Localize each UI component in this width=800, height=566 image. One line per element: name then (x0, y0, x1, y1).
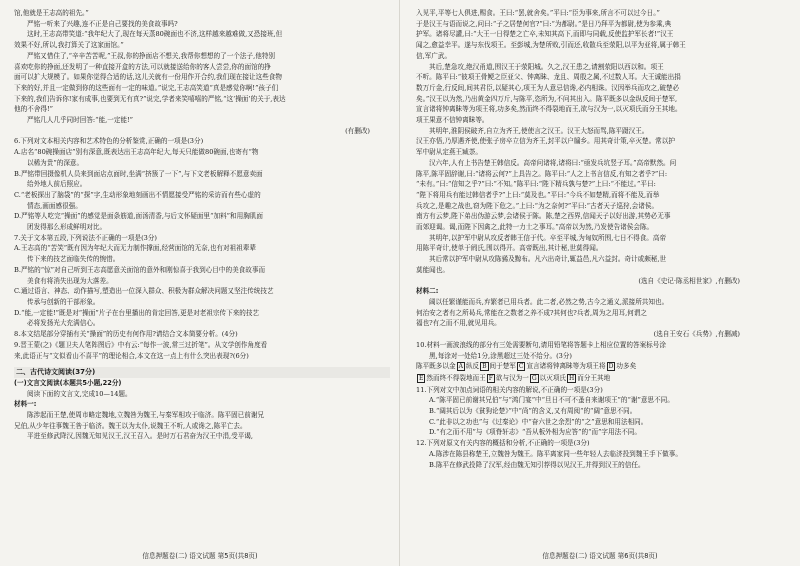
material-line: 于是汉王与语而说之,问曰:“子之居楚何官?”曰:“为都尉。”是日乃拜平为都尉,使为参乘,典 (416, 19, 672, 28)
q6-option: A.店名“80碗操面店”别有深意,既表达出王志高年纪大,每天只能做80碗面,也寄有“物 (14, 148, 259, 157)
material-line: 福也?有之而不用,就见用兵。 (416, 319, 501, 328)
q10-sequence (416, 361, 790, 373)
q7-option: B.严铭的“惊”对自己听到王志高愿意关面馆的意外和刚惊喜于我到心目中的美食故事而 (14, 265, 266, 274)
q10-seq-text: 纵反 (465, 362, 480, 371)
page-footer: 信息押题卷(二) 语文试题 第6页(共8页) (542, 552, 658, 560)
q10-seq-text: 而分王其地 (577, 373, 611, 382)
material-line: 项王果意不信钟离眛等。 (416, 116, 489, 125)
story-line: 严铭又惜住了,“辛辛苦苦呢,”王叔,你的挣面店不想关,我帮你想想的了一个法子,他特别 (27, 51, 276, 60)
material-line: 用陈平奇计,使单于阏氏,围以得开。高帝既出,其计秘,世莫得闻。 (416, 244, 603, 253)
material-line: 而郊迎谒。谒,而陛下因禽之,此特一力士之事耳。”高帝以为然,乃发使告诸侯会陈。 (416, 223, 654, 232)
q6-option: 给外地人前后照应。 (27, 180, 87, 189)
story-line: 面可以扩大规模了。如果你觉得合适的话,这儿关就有一份用作开合约,我们现在接让这些食物 (14, 73, 282, 82)
question-6: 6.下列对文本相关内容和艺术特色的分析鉴赏,正确的一项是(3分) (14, 137, 204, 146)
q6-option: 以稀为贵”的深意。 (27, 158, 84, 167)
q10-seq-label-c[interactable]: C (518, 363, 524, 371)
q11-option: D.“有之而不用”与《项脊轩志》“吾从板外相为应答”的“而”字用法不同。 (429, 428, 641, 437)
material-label: 材料一: (14, 400, 37, 409)
q10-seq-label-d[interactable]: D (608, 363, 614, 371)
question-10-cont: 黑,每涂对一处给1分,涂黑超过三处不给分。(3分) (429, 351, 573, 360)
story-line: 他的不舍得!” (14, 105, 53, 114)
q10-seq-text: 宣言诸将钟离眛等为项王将 (526, 362, 606, 371)
material-line: 数万斤金,行反间,间其君臣,以疑其心,项王为人意忌信谗,必内相诛。汉因举兵而攻之,破楚必 (416, 83, 680, 92)
q6-option: 情态,画面感很强。 (27, 201, 82, 210)
q7-option: 传下来的技艺面临失传的惋惜。 (27, 255, 120, 264)
q10-seq-text: 以灭项氏 (539, 373, 567, 382)
material-line: 不听。陈平曰:“彼项王骨鲠之臣亚父、钟离眛、龙且、周殷之属,不过数人耳。大王诚能出捐 (416, 73, 681, 82)
subsection-heading: (一)文言文阅读(本题共5小题,22分) (14, 378, 122, 387)
q10-seq-label-e[interactable]: E (419, 374, 424, 382)
question-9: 9.晋王蒙(之)《題卫夫人笔阵图后》中有云:“每作一波,常三过折笔”。从文学创作角度看 (14, 340, 268, 349)
source-citation: (选自王安石《兵势》,有删减) (653, 330, 740, 339)
q10-seq-label-g[interactable]: G (531, 374, 537, 382)
q11-option: A.“陈平固已前谢其兄伯”与“鸿门宴”中“旦日不可不蚤自来谢项王”的“谢”意思不同。 (429, 396, 674, 405)
material-line: 信,军广武。 (416, 51, 452, 60)
material-line: “未有。”曰:“信知之乎?”曰:“不知。”陈平曰:“陛下精兵孰与楚?”上曰:“不能过。”平曰: (416, 180, 656, 189)
q10-seq-text: 间于楚军 (489, 362, 516, 371)
q10-seq-text: 功多矣 (616, 362, 637, 371)
question-12: 12.下列对原文有关内容的概括和分析,不正确的一项是(3分) (416, 439, 590, 448)
reading-instruction: 阅读下面的文言文,完成10—14题。 (27, 389, 132, 398)
q10-sequence-start: 陈平既多以金 (416, 362, 456, 371)
q7-option: 美食有将消失出现为大落差。 (27, 276, 113, 285)
q6-option: D.严铭等人吃完“操面”的感觉是面条筋道,面汤清香,与后文怀疑面里“加料”和用胸肌面 (14, 212, 264, 221)
question-11: 11.下列对文中加点词语的相关内容的解说,不正确的一项是(3分) (416, 385, 603, 394)
q7-option: 传承与创新的干部形象。 (27, 297, 100, 306)
material-line: 其后,楚急攻,绝汉甬道,围汉王于荥阳城。久之,汉王患之,请割荥阳以西以和。项王 (429, 62, 664, 71)
source-citation: (选自《史记·陈丞相世家》,有删改) (638, 276, 740, 285)
q6-option: C.“老板探出了脑袋”的“探”字,生动形象地刻画出不情愿接受严铭的采访而有些心虚的 (14, 190, 261, 199)
q10-seq-label-a[interactable]: A (458, 363, 463, 371)
material-line: 护军。诸将尽讙,曰:“大王一日得楚之亡卒,未知其高下,而即与同载,反使监护军长者!”汉王 (416, 30, 674, 39)
q7-option: D.“能,一定能!”既是对“操面”片子在台里播出的肯定回答,更是对老祖宗传下来的技艺 (14, 308, 260, 317)
material-line: “陛下将用兵有能过韩信者乎?”上曰:“莫及也。”平曰:“今兵不如楚精,而将不能及,而举 (416, 190, 660, 199)
story-line: 下来的好,并且一定做到你的这些面有一定的味道。”说完,王志高笑道“真是感觉你啊!”孩子们 (14, 83, 279, 92)
question-9-cont: 来,此语正与“文似看山不喜平”的理论相合,本文在这一点上有什么突出表现?(6分) (14, 351, 249, 360)
material-line: 陈涉起而王楚,使周市略定魏地,立魏咎为魏王,与秦军相攻于临济。陈平固已前谢兄 (27, 411, 265, 420)
q11-option: B.“阔其后以为《貧狗论楚》”中“尚”的含义,又有周阅“的“阔”意思不同。 (429, 407, 637, 416)
material-line: 平进至修武降汉,因魏无知见汉王,汉王召入。是时万石君奋为汉王中涓,受平谒, (27, 432, 253, 441)
material-line: 其明年,以护军中尉从攻反者韩王信于代。卒至平城,为匈奴所围,七日不得食。高帝 (429, 233, 667, 242)
q7-option: A.王志高的“苦笑”既有因为年纪大而无力制作撑面,经营面馆的无奈,也有对祖祖辈辈 (14, 244, 256, 253)
story-line: 严铭几人几乎同时回答:“能,一定能!” (27, 116, 134, 125)
q10-sequence-cont (416, 373, 790, 385)
material-line: 阔以任繁谨能而兵,弃繁者已用兵者。此二者,必然之势,古今之通义,派接所共知也。 (429, 297, 669, 306)
material-line: 兄伯,从少年往事魏王咎于临济。魏王以为太仆,说魏王不听,人或谗之,陈平亡去。 (14, 421, 247, 430)
story-line: 效果不好,所以,我打算关了这家面馆。” (14, 41, 124, 50)
question-10: 10.材料一画波浪线的部分有三处需要断句,请用铅笔将答题卡上相应位置的答案标号涂 (416, 340, 666, 349)
question-7: 7.关于文本第五段,下列说法不正确的一项是(3分) (14, 233, 158, 242)
material-line: 何治安之者有之所曷兵,常能在之数者之养不成?其何也?兵者,周为之用耳,何谓之 (416, 308, 647, 317)
material-line: 其明年,淮阴侯破齐,自立为齐王,使使言之汉王。汉王大怒而骂,陈平蹑汉王。 (429, 126, 649, 135)
material-label: 材料二: (416, 287, 439, 296)
material-line: 入见平,平等七人俱进,赐食。王曰:“罢,就舍矣。”平曰:“臣为事来,所言不可以过今日。” (416, 9, 660, 17)
q10-seq-label-b[interactable]: B (482, 363, 487, 371)
section-heading: 二、古代诗文阅读(37分) (14, 367, 390, 378)
story-line: 下来的,我们告诉你!家有成事,也要到无有真?”说完,学者来笑嘻嘻的严铭,“这‘操面’的关于,表达 (14, 94, 286, 103)
q11-option: C.“此非以之功也”与《过秦论》中“奋六世之余烈”的“之”意思和用法相同。 (429, 417, 648, 426)
story-line: 馆,他就是王志高的祖先。” (14, 9, 89, 17)
page-footer: 信息押题卷(二) 语文试题 第5页(共8页) (142, 552, 258, 560)
material-line: 宣言诸将钟离眛等为项王将,功多矣,然而终不得裂地而王,欲与汉为一,以灭项氏而分王其地。 (416, 105, 682, 114)
story-line: 喜欢吃你的挣面,还发明了一种直接开盒的方法,可以就接送给你的客人尝尝,你的面馆的挣 (14, 62, 271, 71)
material-line: 南方有云梦,陛下弟出伪游云梦,会诸侯于陈。陈,楚之西界,信闻天子以好出游,其势必无事 (416, 212, 671, 221)
source-note: (有删改) (345, 126, 370, 135)
q6-option: B.严铭带回摄像机人员来到面店点面时,坐满“挤簇了一下”,与下文老板解释不愿意卖面 (14, 169, 263, 178)
material-line: 陈平,陈平固辞谢,曰:“诸将云何?”上具告之。陈平曰:“人之上书言信反,有知之者乎?”曰: (416, 169, 668, 178)
story-line: 这时,王志高带笑道:“我年纪大了,现在每天蒸80碗面也不济,这样越来越难做,又恐接班,但 (27, 30, 283, 39)
q10-seq-label-h[interactable]: H (569, 374, 575, 382)
q7-option: C.通过语言、神态、动作描写,塑造出一位深入群众、积极为群众解决问题又坚注传统技艺 (14, 287, 274, 296)
page-right (400, 0, 800, 566)
q12-option: B.陈平在修武投降了汉军,经由魏无知引荐得以见汉王,并得到汉王的信任。 (429, 460, 645, 469)
material-line: 莫能闻也。 (416, 265, 449, 274)
story-line: 严铭一听来了兴趣,连不正是自己要找的美食故事吗? (27, 19, 178, 28)
material-line: 其后常以护军中尉从攻陈豨及黥布。凡六出奇计,辄益邑,凡六益封。奇计或颇秘,世 (429, 255, 667, 264)
question-8: 8.本文结尾部分穿插有关“操面”的历史有何作用?请结合文本简要分析。(4分) (14, 330, 238, 339)
material-line: 汉六年,人有上书告楚王韩信反。高帝问诸将,诸将曰:“亟发兵坑竖子耳。”高帝默然。问 (429, 158, 677, 167)
material-line: 兵攻之,是趣之战也,窃为陛下危之。”上曰:“为之奈何?”平曰:“古者天子巡狩,会诸侯。 (416, 201, 659, 210)
q12-option: A.陈涉在陈县称楚王,立魏咎为魏王。陈平离家同一些年轻人去临济投到魏王手下做事。 (429, 449, 682, 458)
q6-option: 团发得那么形成鲜明对比。 (27, 223, 107, 232)
q7-option: 必将发扬光大充满信心。 (27, 319, 100, 328)
material-line: 矣。”汉王以为然,乃出黄金四万斤,与陈平,恣所为,不问其出入。陈平既多以金纵反间于楚军, (416, 94, 678, 103)
q10-seq-text: 欲与汉为一 (495, 373, 529, 382)
material-line: 闻之,愈益幸平。遂与东伐项王。至彭城,为楚所败,引而还,收散兵至荥阳,以平为亚将,属于韩王 (416, 41, 686, 50)
q10-seq-text: 然而终不得裂地而王 (426, 373, 486, 382)
material-line: 军中尉从定燕王臧荼。 (416, 148, 482, 157)
q10-seq-label-f[interactable]: F (488, 374, 493, 382)
material-line: 汉王亦悟,乃厚遇齐使,使张子房卒立信为齐王,封平以户牖乡。用其奇计策,卒灭楚。常以护 (416, 137, 675, 146)
